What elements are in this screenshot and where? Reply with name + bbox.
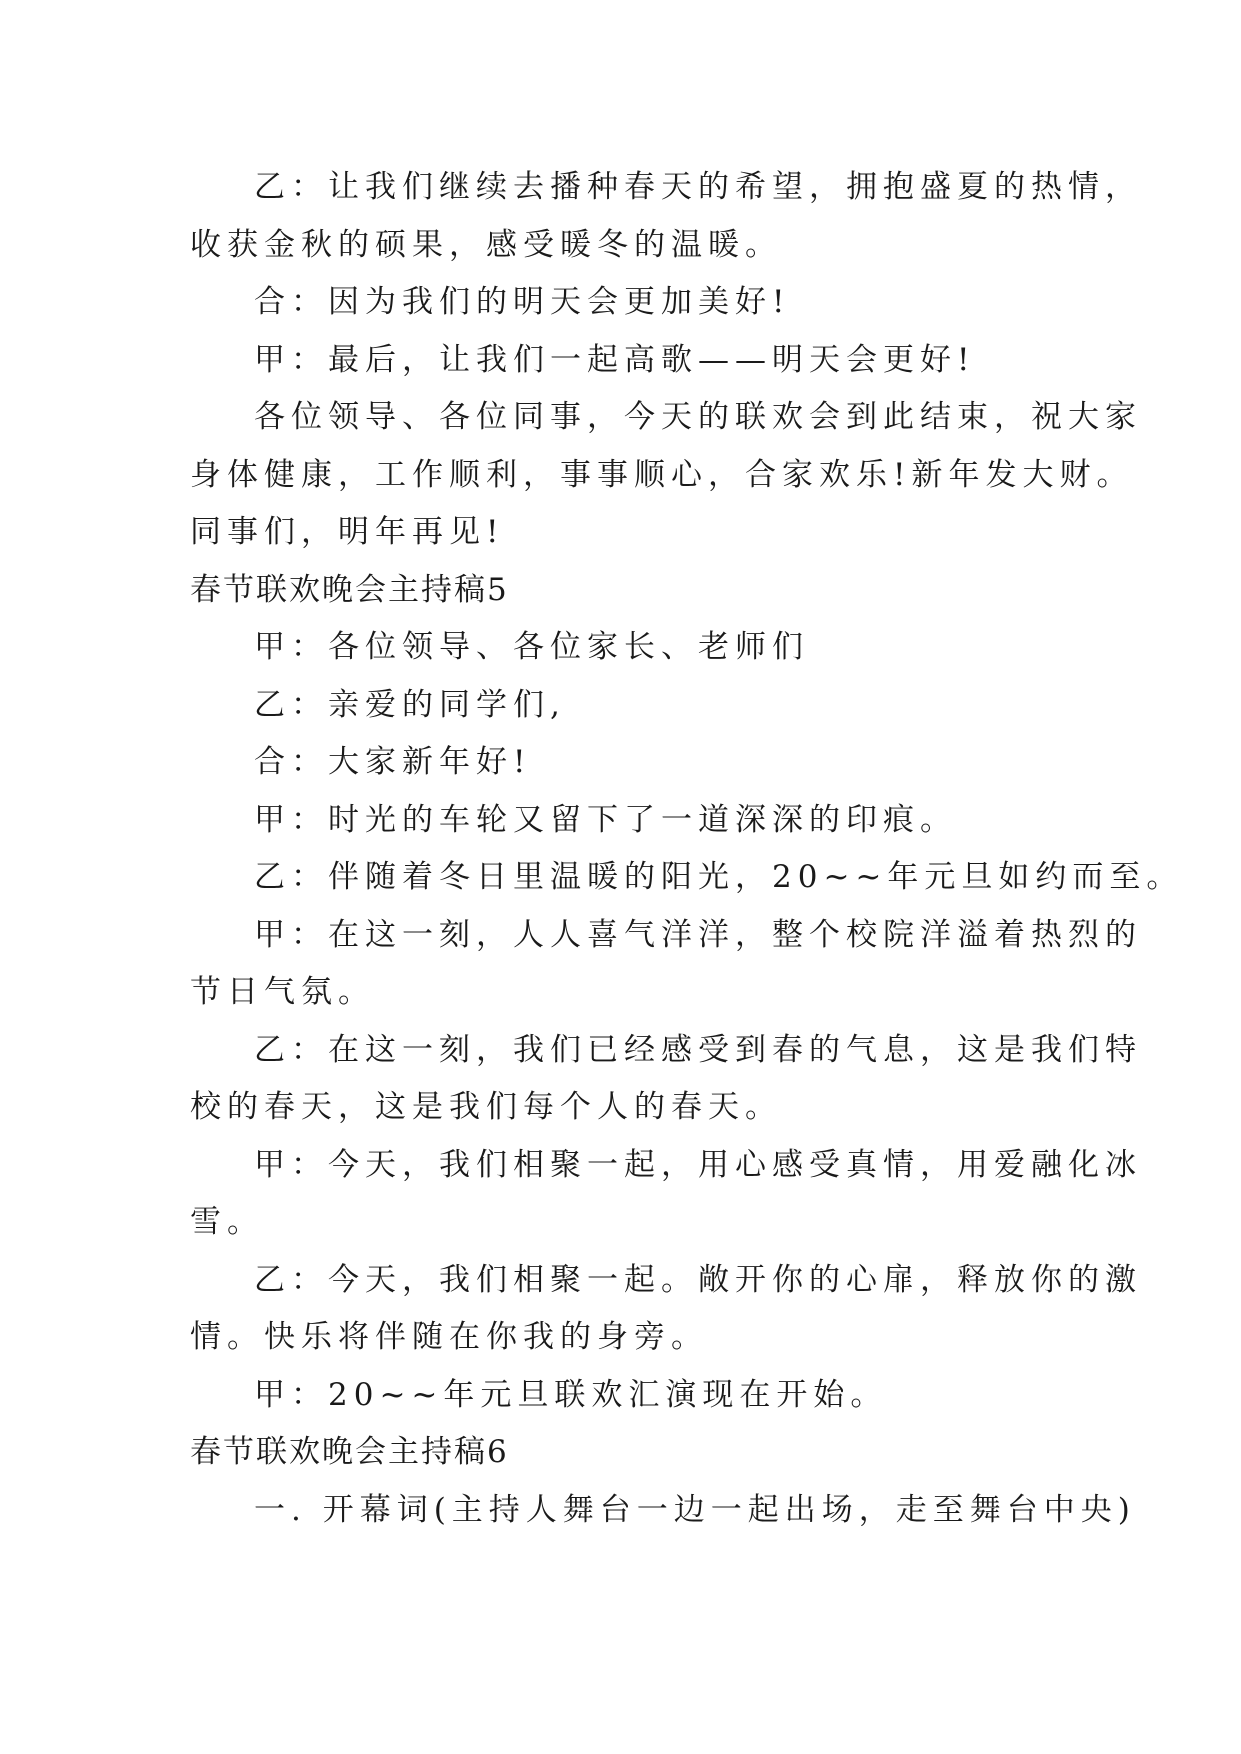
paragraph-line: 雪。 bbox=[190, 1204, 264, 1240]
paragraph-line: 情。快乐将伴随在你我的身旁。 bbox=[190, 1319, 708, 1355]
paragraph-line: 甲：最后，让我们一起高歌——明天会更好! bbox=[254, 342, 976, 378]
paragraph-line: 乙：在这一刻，我们已经感受到春的气息，这是我们特 bbox=[254, 1032, 1142, 1068]
paragraph-line: 甲：20~~年元旦联欢汇演现在开始。 bbox=[254, 1377, 888, 1413]
paragraph-line: 节日气氛。 bbox=[190, 974, 375, 1010]
paragraph-line: 合：因为我们的明天会更加美好! bbox=[254, 284, 791, 320]
paragraph-line: 一. 开幕词(主持人舞台一边一起出场，走至舞台中央) bbox=[254, 1492, 1136, 1528]
paragraph-line: 乙：今天，我们相聚一起。敞开你的心扉，释放你的激 bbox=[254, 1262, 1142, 1298]
paragraph-line: 收获金秋的硕果，感受暖冬的温暖。 bbox=[190, 227, 782, 263]
paragraph-line: 同事们，明年再见! bbox=[190, 514, 505, 550]
paragraph-line: 甲：今天，我们相聚一起，用心感受真情，用爱融化冰 bbox=[254, 1147, 1142, 1183]
paragraph-line: 乙：伴随着冬日里温暖的阳光，20~~年元旦如约而至。 bbox=[254, 859, 1184, 895]
paragraph-line: 身体健康，工作顺利，事事顺心，合家欢乐!新年发大财。 bbox=[190, 457, 1134, 493]
paragraph-line: 甲：时光的车轮又留下了一道深深的印痕。 bbox=[254, 802, 957, 838]
paragraph-line: 乙：让我们继续去播种春天的希望，拥抱盛夏的热情， bbox=[254, 169, 1142, 205]
paragraph-line: 合：大家新年好! bbox=[254, 744, 532, 780]
paragraph-line: 甲：在这一刻，人人喜气洋洋，整个校院洋溢着热烈的 bbox=[254, 917, 1142, 953]
section-heading: 春节联欢晚会主持稿6 bbox=[190, 1434, 509, 1470]
paragraph-line: 乙：亲爱的同学们, bbox=[254, 687, 566, 723]
section-heading: 春节联欢晚会主持稿5 bbox=[190, 572, 509, 608]
paragraph-line: 甲：各位领导、各位家长、老师们 bbox=[254, 629, 809, 665]
paragraph-line: 各位领导、各位同事，今天的联欢会到此结束，祝大家 bbox=[254, 399, 1142, 435]
paragraph-line: 校的春天，这是我们每个人的春天。 bbox=[190, 1089, 782, 1125]
